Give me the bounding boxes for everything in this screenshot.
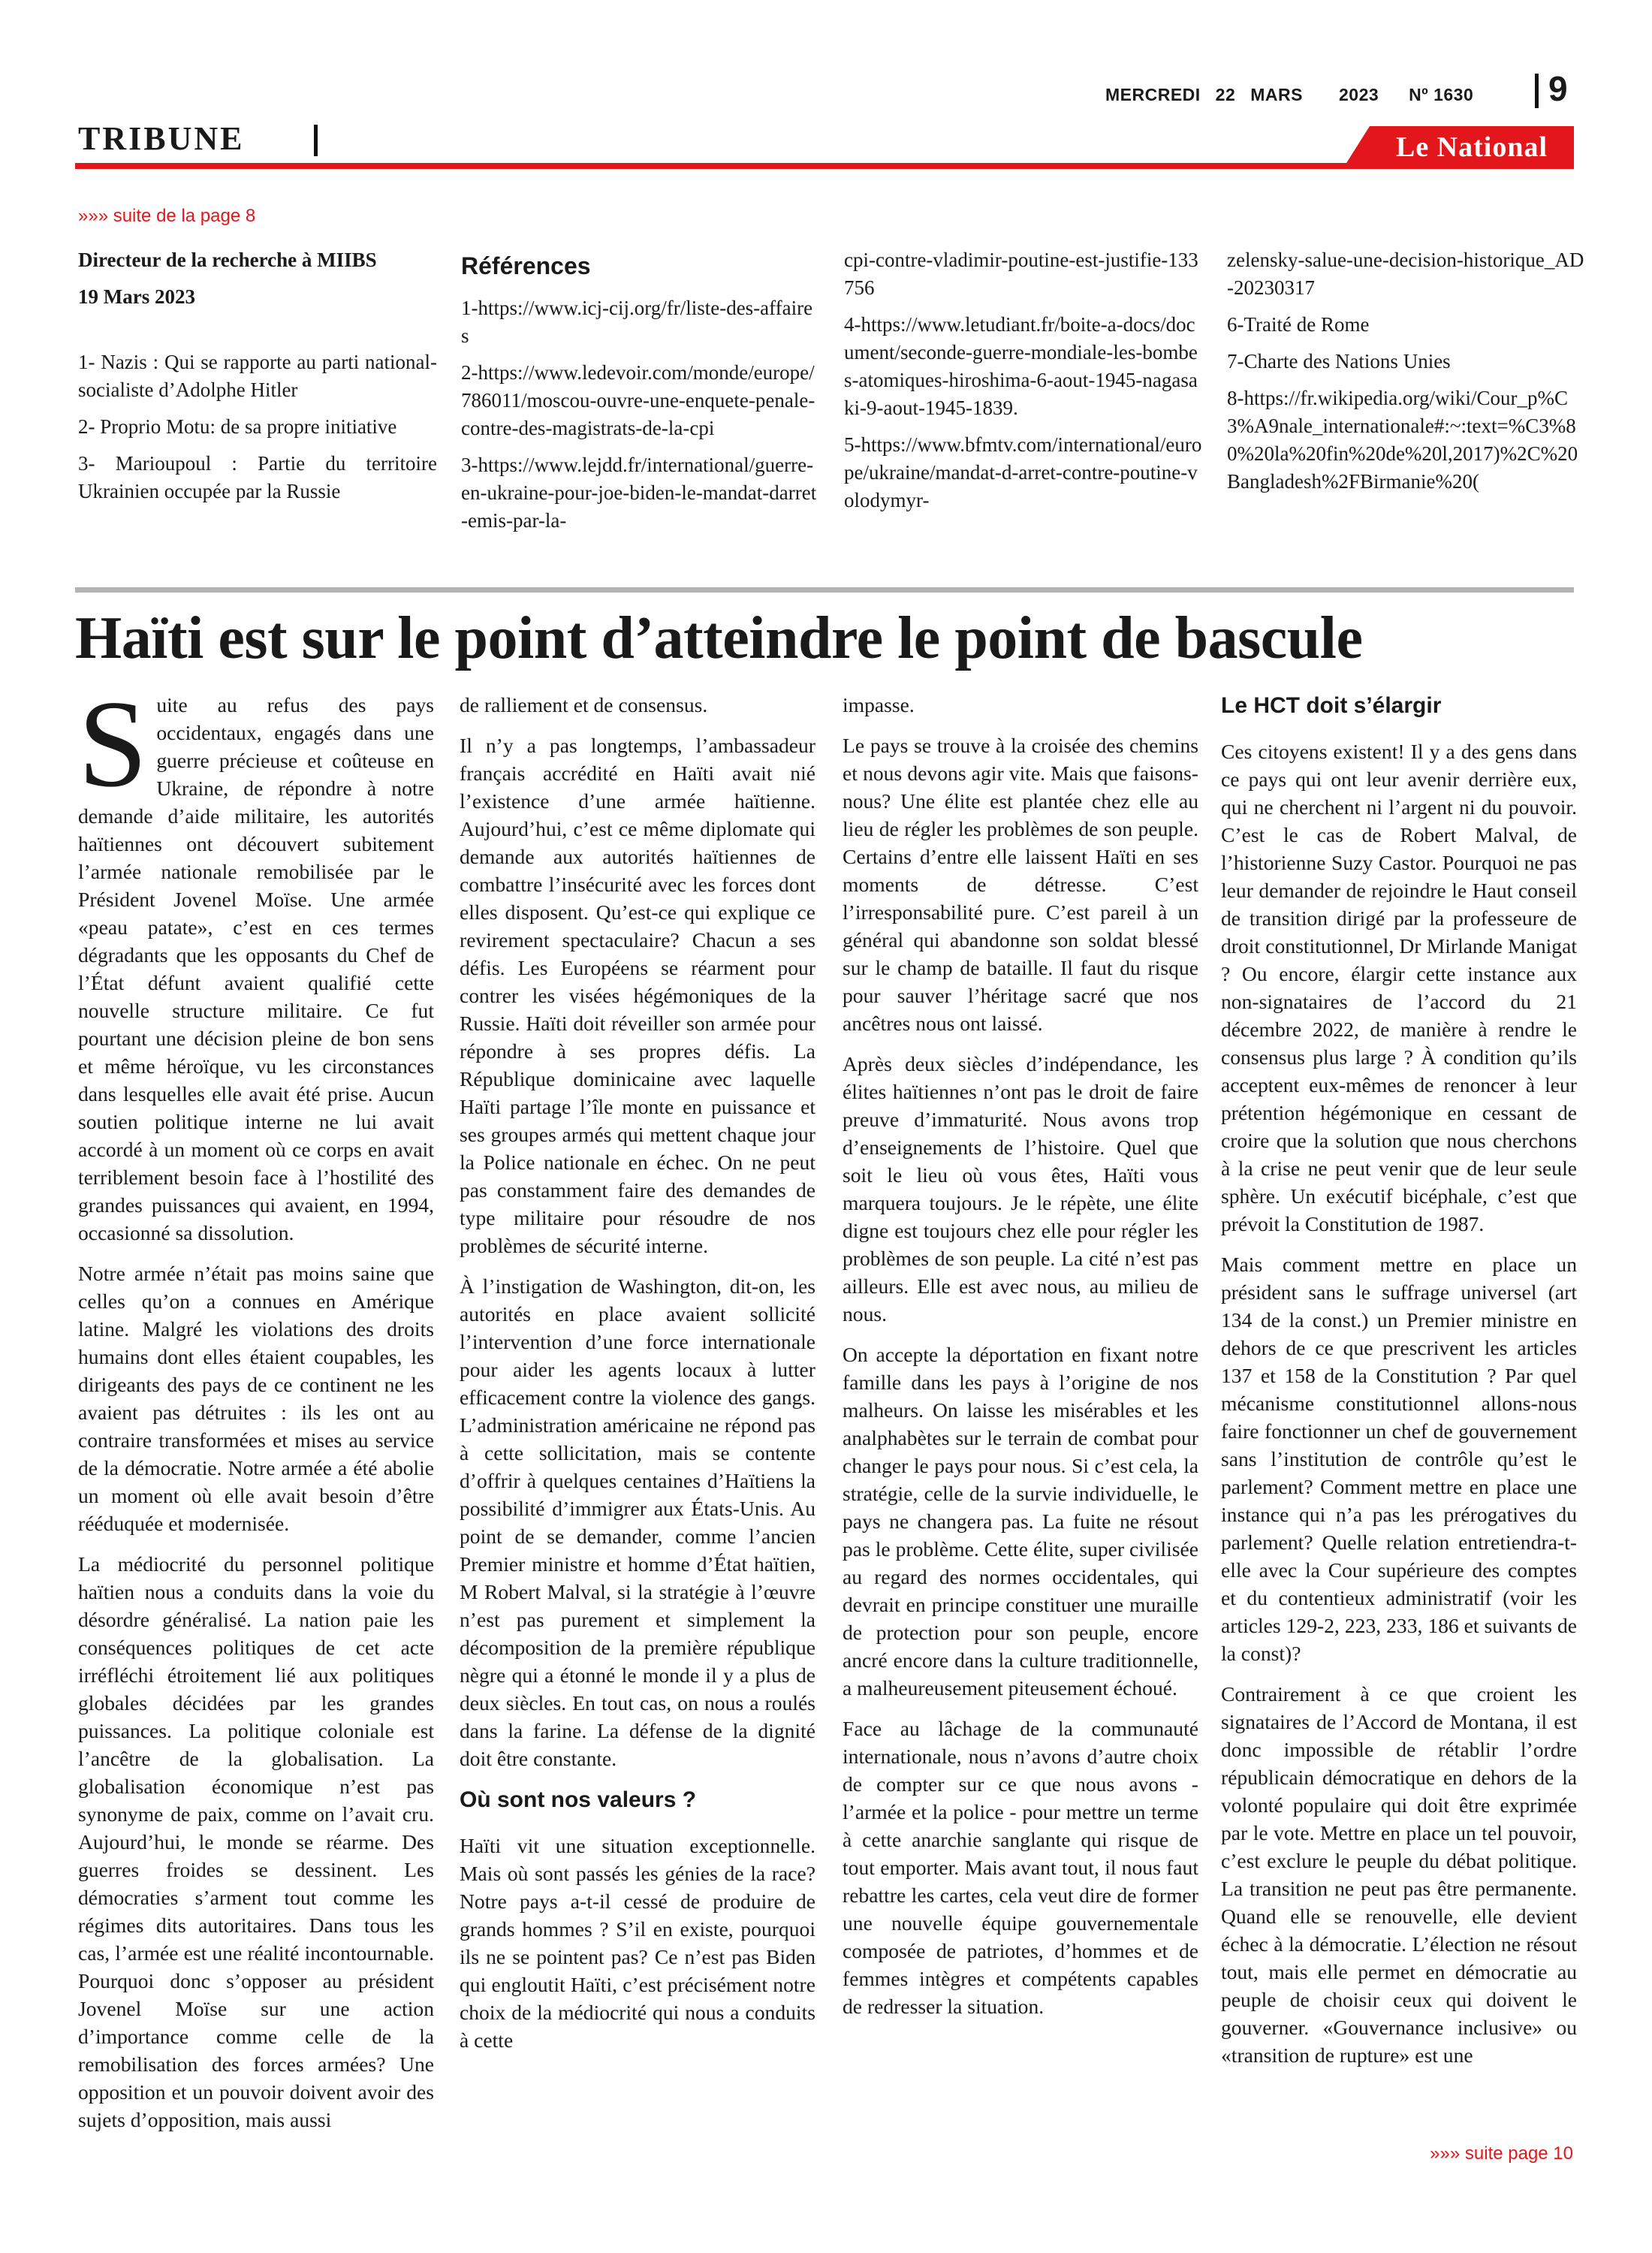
reference-item[interactable]: 8-https://fr.wikipedia.org/wiki/Cour_p%C3%A9nale_internationale#:~:text=%C3%80%20la%20fin%20de%20l,2017)%2C%20Bangladesh%2FBirmanie%20( xyxy=(1227,387,1578,493)
reference-item: 6-Traité de Rome xyxy=(1227,313,1370,336)
page-number-separator xyxy=(1535,74,1539,108)
article-paragraph: Il n’y a pas longtemps, l’ambassadeur français accrédité en Haïti avait nié l’existence d’une armée haïtienne. Aujourd’hui, c’est ce même diplomate qui demande aux autorités haïtiennes de combattre l’insécurité avec les forces dont elles disposent. Qu’est-ce qui explique ce revirement spectaculaire? Chacun a ses défis. Les Européens se réarment pour contrer les visées hégémoniques de la Russie. Haïti doit réveiller son armée pour répondre à ses propres défis. La République dominicaine avec laquelle Haïti partage l’île monte en puissance et ses groupes armés qui mettent chaque jour la Police nationale en échec. On ne peut pas constamment faire des demandes de type militaire pour résoudre de nos problèmes de sécurité interne. xyxy=(460,734,815,1257)
glossary-item: 1- Nazis : Qui se rapporte au parti national-socialiste d’Adolphe Hitler xyxy=(78,351,437,401)
reference-item: 7-Charte des Nations Unies xyxy=(1227,350,1451,372)
article-paragraph: Le pays se trouve à la croisée des chemins et nous devons agir vite. Mais que faisons-nous? Une élite est plantée chez elle au lieu de régler les problèmes de son peuple. Certains d’entre elle laissent Haïti en ses moments de détresse. C’est l’irresponsabilité pure. C’est pareil à un général qui abandonne son soldat blessé sur le champ de bataille. Il faut du risque pour sauver l’héritage sacré que nos ancêtres nous ont laissé. xyxy=(843,734,1198,1035)
year: 2023 xyxy=(1339,85,1379,104)
article-paragraph: Ces citoyens existent! Il y a des gens dans ce pays qui ont leur avenir derrière eux, qui ne cherchent ni l’argent ni du pouvoir. C’est le cas de Robert Malval, de l’historienne Suzy Castor. Pourquoi ne pas leur demander de rejoindre le Haut conseil de transition dirigé par la professeure de droit constitutionnel, Dr Mirlande Manigat ? Ou encore, élargir cette instance aux non-signataires de l’accord du 21 décembre 2022, de manière à rendre le consensus plus large ? À condition qu’ils acceptent eux-mêmes de renoncer à leur prétention hégémonique en cessant de croire que la solution que nous cherchons à la crise ne peut venir que de leur seule sphère. Un exécutif bicéphale, c’est que prévoit la Constitution de 1987. xyxy=(1221,740,1577,1235)
day: 22 xyxy=(1215,85,1236,104)
article-paragraph: impasse. xyxy=(843,693,915,716)
section-divider xyxy=(75,587,1574,593)
article-headline: Haïti est sur le point d’atteindre le point de bascule xyxy=(75,605,1363,671)
article-paragraph: Face au lâchage de la communauté internationale, nous n’avons d’autre choix de compter sur ce que nous avons - l’armée et la police - pour mettre un terme à cette anarchie sanglante qui risque de tout emporter. Mais avant tout, il nous faut rebattre les cartes, cela veut dire de former une nouvelle équipe gouvernementale composée de patriotes, d’hommes et de femmes intègres et compétents capables de redresser la situation. xyxy=(843,1717,1198,2018)
issue-date-line xyxy=(1105,85,1488,105)
month: MARS xyxy=(1250,85,1303,104)
glossary-item: 2- Proprio Motu: de sa propre initiative xyxy=(78,415,397,438)
article-paragraph: Après deux siècles d’indépendance, les élites haïtiennes n’ont pas le droit de faire preuve d’immaturité. Nous avons trop d’enseignements de l’histoire. Quel que soit le lieu où vous êtes, Haïti vous marquera toujours. Je le répète, une élite digne est toujours chez elle pour régler les problèmes de son peuple. La cité n’est pas ailleurs. Elle est avec nous, au milieu de nous. xyxy=(843,1052,1198,1326)
author-notes-column xyxy=(78,246,437,514)
article-paragraph: À l’instigation de Washington, dit-on, les autorités en place avaient sollicité l’intervention d’une force internationale pour aider les agents locaux à lutter efficacement contre la violence des gangs. L’administration américaine ne répond pas à cette sollicitation, mais se contente d’offrir à quelques centaines d’Haïtiens la possibilité d’immigrer aux États-Unis. Au point de se demander, comme l’ancien Premier ministre et homme d’État haïtien, M Robert Malval, si la stratégie à l’œuvre n’est pas purement et simplement la décomposition de la première république nègre qui a étonné le monde il y a plus de deux siècles. En tout cas, on nous a roulés dans la farine. La défense de la dignité doit être constante. xyxy=(460,1274,815,1770)
reference-item[interactable]: cpi-contre-vladimir-poutine-est-justifie-133756 xyxy=(844,249,1198,299)
page-number: 9 xyxy=(1548,69,1568,108)
article-column-1 xyxy=(78,674,434,2146)
article-column-2 xyxy=(460,691,815,2067)
article-paragraph: On accepte la déportation en fixant notre famille dans les pays à l’origine de nos malheurs. On laisse les misérables et les analphabètes sur le terrain de combat pour changer le pays pour nous. Si c’est cela, la stratégie, celle de la survie individuelle, le pays ne changera pas. La fuite ne résout pas le problème. Cette élite, super civilisée au regard des normes occidentales, qui devrait en principe constituer une muraille de protection pour son peuple, encore ancré encore dans la culture traditionnelle, a malheureusement piteusement échoué. xyxy=(843,1343,1198,1700)
article-column-3 xyxy=(843,691,1198,2033)
continued-to-link[interactable]: »»» suite page 10 xyxy=(1430,2143,1573,2164)
reference-item[interactable]: 2-https://www.ledevoir.com/monde/europe/786011/moscou-ouvre-une-enquete-penale-contre-des-magistrats-de-la-cpi xyxy=(461,361,815,439)
subheading: Le HCT doit s’élargir xyxy=(1221,693,1442,718)
continued-from-link[interactable]: »»» suite de la page 8 xyxy=(78,206,256,226)
article-paragraph: Haïti vit une situation exceptionnelle. Mais où sont passés les génies de la race? Notre pays a-t-il cessé de produire de grands hommes ? S’il en existe, pourquoi ils ne se pointent pas? Ce n’est pas Biden qui engloutit Haïti, c’est précisément notre choix de la médiocrité qui nous a conduits à cette xyxy=(460,1834,815,2052)
article-paragraph: de ralliement et de consensus. xyxy=(460,693,708,716)
references-column-2 xyxy=(844,246,1203,523)
weekday: MERCREDI xyxy=(1105,85,1201,104)
author-role: Directeur de la recherche à MIIBS xyxy=(78,249,377,271)
references-heading: Références xyxy=(461,252,591,279)
issue-number: Nº 1630 xyxy=(1409,85,1474,104)
author-date: 19 Mars 2023 xyxy=(78,285,195,308)
references-column-3 xyxy=(1227,246,1586,505)
section-title: TRIBUNE xyxy=(78,120,245,157)
article-paragraph: La médiocrité du personnel politique haïtien nous a conduits dans la voie du désordre généralisé. La nation paie les conséquences politiques de cet acte irréfléchi étroitement lié aux politiques globales décidées par les grandes puissances. La politique coloniale est l’ancêtre de la globalisation. La globalisation économique n’est pas synonyme de paix, comme on l’avait cru. Aujourd’hui, le monde se réarme. Des guerres froides se dessinent. Les démocraties s’arment tout comme les régimes dits autoritaires. Dans tous les cas, l’armée est une réalité incontournable. Pourquoi donc s’opposer au président Jovenel Moïse sur une action d’importance comme celle de la remobilisation des forces armées? Une opposition et un pouvoir doivent avoir des sujets d’opposition, mais aussi xyxy=(78,1552,434,2131)
glossary-item: 3- Marioupoul : Partie du territoire Ukrainien occupée par la Russie xyxy=(78,452,437,502)
article-paragraph: Notre armée n’était pas moins saine que celles qu’on a connues en Amérique latine. Malgré les violations des droits humains dont elles étaient coupables, les dirigeants des pays de ce continent ne les avaient pas détruites : ils les ont au contraire transformées et mises au service de la démocratie. Notre armée a été abolie un moment où elle avait besoin d’être rééduquée et modernisée. xyxy=(78,1262,434,1535)
article-column-4 xyxy=(1221,691,1577,2082)
masthead xyxy=(0,0,1652,173)
article-paragraph: Contrairement à ce que croient les signataires de l’Accord de Montana, il est donc impossible de rétablir l’ordre républicain démocratique en dehors de la volonté populaire qui doit être exprimée par le vote. Mettre en place un tel pouvoir, c’est exclure le peuple du débat politique. La transition ne peut pas être permanente. Quand elle se renouvelle, elle devient échec à la démocratie. L’élection ne résout tout, mais elle permet en démocratie au peuple de choisir ceux qui doivent le gouverner. «Gouvernance inclusive» ou «transition de rupture» est une xyxy=(1221,1682,1577,2067)
references-column-1 xyxy=(461,251,820,544)
lead-text: uite au refus des pays occidentaux, engagés dans une guerre précieuse et coûteuse en Ukraine, de répondre à notre demande d’aide militaire, les autorités haïtiennes ont découvert subitement l’armée nationale remobilisée par le Président Jovenel Moïse. Une armée «peau patate», c’est en ces termes dégradants que les opposants du Chef de l’État défunt avaient qualifié cette nouvelle structure militaire. Ce fut pourtant une décision pleine de bon sens et même héroïque, vu les circonstances dans lesquelles elle avait été prise. Aucun soutien politique interne ne lui avait accordé à un moment où ce corps en avait terriblement besoin face à l’hostilité des grandes puissances qui avaient, en 1994, occasionné sa dissolution. xyxy=(78,693,434,1244)
subheading: Où sont nos valeurs ? xyxy=(460,1787,697,1812)
reference-item[interactable]: 1-https://www.icj-cij.org/fr/liste-des-affaires xyxy=(461,297,813,347)
section-title-bar xyxy=(314,125,318,156)
reference-item[interactable]: 3-https://www.lejdd.fr/international/guerre-en-ukraine-pour-joe-biden-le-mandat-darret-emis-par-la- xyxy=(461,454,817,532)
article-paragraph xyxy=(78,674,434,1247)
article-paragraph: Mais comment mettre en place un président sans le suffrage universel (art 134 de la const.) un Premier ministre en dehors de ce que prescrivent les articles 137 et 158 de la Constitution ? Par quel mécanisme constitutionnel allons-nous faire fonctionner un chef de gouvernement sans l’institution de contrôle qu’est le parlement? Comment mettre en place une instance qui n’a pas les prérogatives du parlement? Quelle relation entretiendra-t-elle avec la Cour supérieure des comptes et du contentieux administratif (voir les articles 129-2, 223, 233, 186 et suivants de la const)? xyxy=(1221,1253,1577,1665)
reference-item[interactable]: 4-https://www.letudiant.fr/boite-a-docs/document/seconde-guerre-mondiale-les-bombes-atomiques-hiroshima-6-aout-1945-nagasaki-9-aout-1945-1839. xyxy=(844,313,1198,419)
reference-item[interactable]: zelensky-salue-une-decision-historique_AD-20230317 xyxy=(1227,249,1584,299)
reference-item[interactable]: 5-https://www.bfmtv.com/international/europe/ukraine/mandat-d-arret-contre-poutine-volodymyr- xyxy=(844,433,1202,511)
drop-cap: S xyxy=(78,674,148,813)
newspaper-name: Le National xyxy=(1395,131,1548,163)
